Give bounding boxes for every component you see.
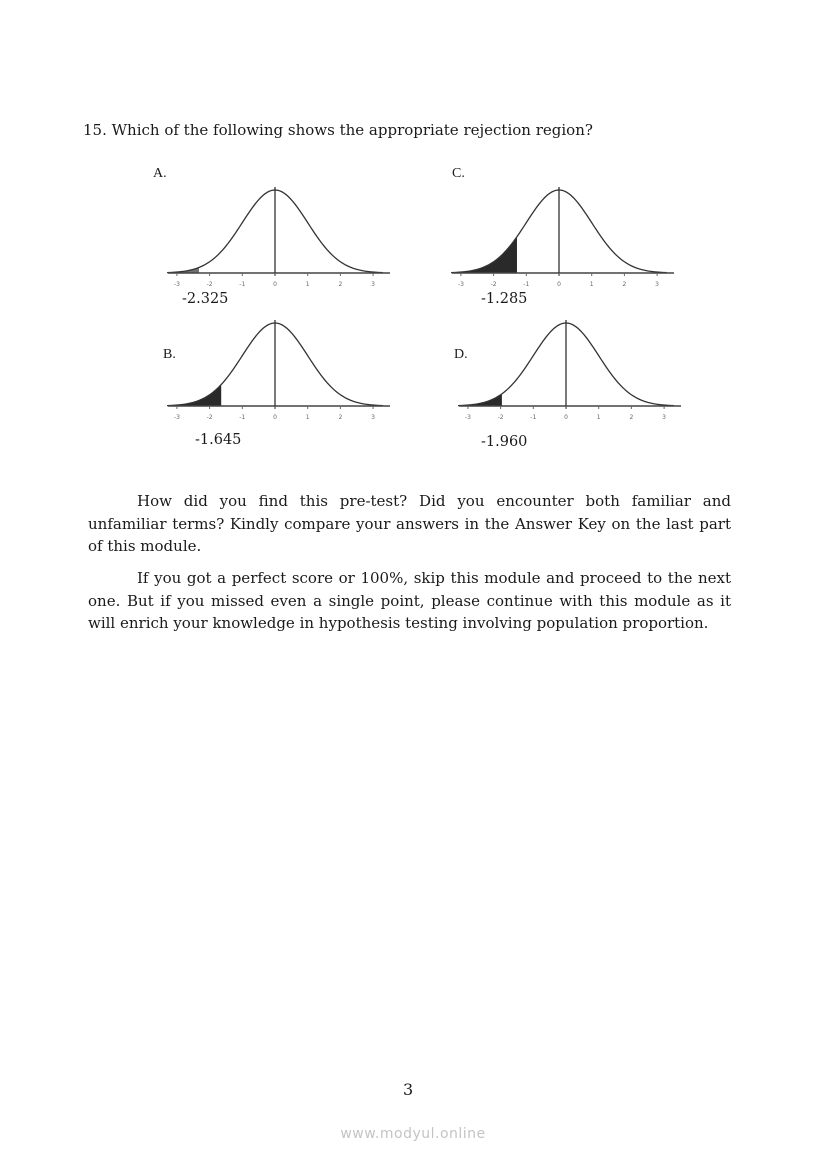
option-c-label: C. (452, 166, 465, 181)
option-c-critical-value: -1.285 (481, 291, 528, 307)
tick-label: 1 (589, 281, 594, 288)
option-b-critical-value: -1.645 (195, 432, 242, 448)
option-a-label: A. (153, 166, 167, 181)
tick-label: -3 (457, 281, 464, 288)
tick-label: 3 (655, 281, 660, 288)
page-number: 3 (403, 1080, 414, 1099)
tick-label: -2 (206, 414, 213, 421)
tick-label: -1 (523, 281, 530, 288)
tick-label: -3 (173, 414, 180, 421)
option-b-normal-curve (168, 313, 390, 423)
tick-label: -1 (239, 414, 246, 421)
tick-label: 1 (305, 414, 310, 421)
tick-label: 2 (622, 281, 627, 288)
tick-label: 3 (371, 281, 376, 288)
watermark: www.modyul.online (340, 1126, 486, 1142)
tick-label: 3 (371, 414, 376, 421)
option-c-normal-curve (452, 180, 674, 290)
tick-label: 0 (273, 281, 277, 288)
tick-label: 2 (338, 281, 343, 288)
rejection-region (167, 385, 221, 406)
tick-label: 3 (662, 414, 667, 421)
paragraph-instructions: If you got a perfect score or 100%, skip this module and proceed to the next one. But if you missed even a single point, please continue with this module as it will enrich your knowledge in hypothesis testing involving population proportion. (88, 569, 731, 632)
option-d-critical-value: -1.960 (481, 434, 528, 450)
tick-label: 2 (338, 414, 343, 421)
option-b-label: B. (163, 347, 176, 362)
tick-label: 0 (273, 414, 277, 421)
tick-label: -3 (464, 414, 471, 421)
tick-label: 0 (564, 414, 568, 421)
tick-label: -2 (206, 281, 213, 288)
tick-label: 1 (596, 414, 601, 421)
tick-label: 1 (305, 281, 310, 288)
option-a-critical-value: -2.325 (182, 291, 229, 307)
paragraph-reflection: How did you find this pre-test? Did you encounter both familiar and unfamiliar terms? Kindly compare your answers in the Answer Key on the last part of this module. (88, 492, 731, 555)
tick-label: -3 (173, 281, 180, 288)
option-d-label: D. (454, 347, 468, 362)
tick-label: -2 (490, 281, 497, 288)
tick-label: 2 (629, 414, 634, 421)
option-d-normal-curve (459, 313, 681, 423)
tick-label: 0 (557, 281, 561, 288)
tick-label: -2 (497, 414, 504, 421)
option-a-normal-curve (168, 180, 390, 290)
rejection-region (458, 394, 502, 406)
question-15: 15. Which of the following shows the appropriate rejection region? (83, 121, 593, 139)
tick-label: -1 (239, 281, 246, 288)
tick-label: -1 (530, 414, 537, 421)
